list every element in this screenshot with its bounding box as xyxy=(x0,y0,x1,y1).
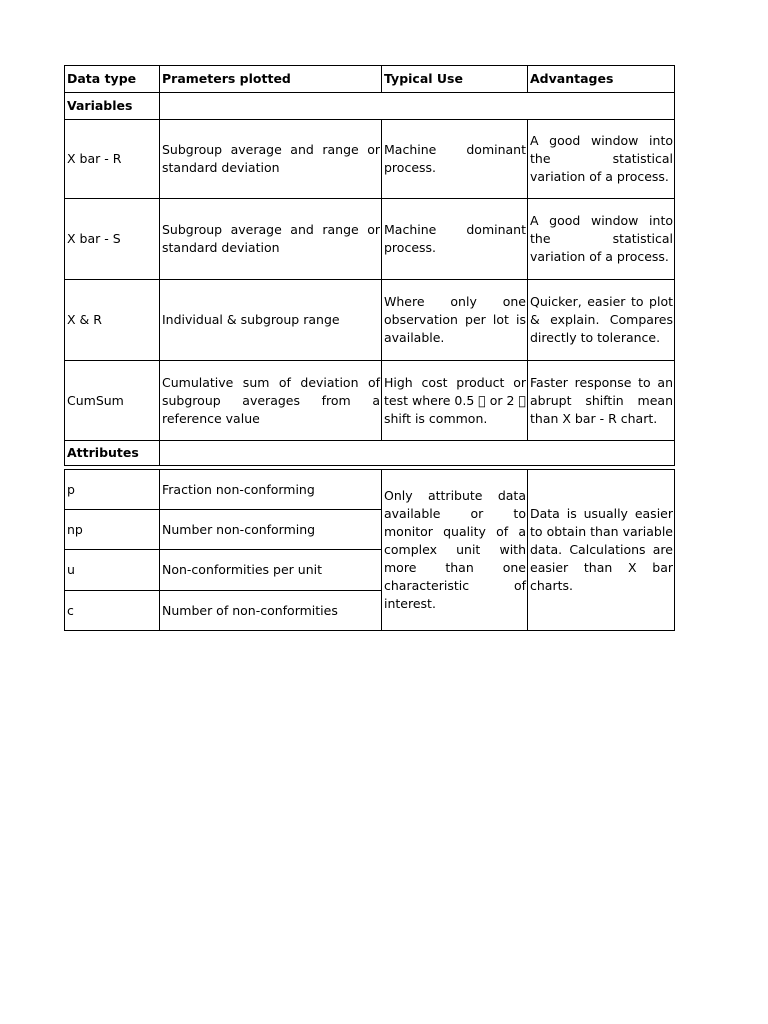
table-row xyxy=(65,361,675,441)
row-parameters: Subgroup average and range or standard deviation xyxy=(160,199,382,280)
row-parameters: Number non-conforming xyxy=(160,510,382,550)
row-data-type: X & R xyxy=(65,280,160,361)
attributes-advantages: Data is usually easier to obtain than variable data. Calculations are easier than X bar charts. xyxy=(528,470,675,631)
row-data-type: CumSum xyxy=(65,361,160,441)
row-advantages: Faster response to an abrupt shiftin mean than X bar - R chart. xyxy=(528,361,675,441)
header-typical-use: Typical Use xyxy=(382,66,528,93)
row-parameters: Non-conformities per unit xyxy=(160,550,382,591)
row-parameters: Subgroup average and range or standard deviation xyxy=(160,120,382,199)
section-row-variables xyxy=(65,93,675,120)
row-advantages: Quicker, easier to plot & explain. Compares directly to tolerance. xyxy=(528,280,675,361)
row-data-type: u xyxy=(65,550,160,591)
control-chart-table xyxy=(64,65,675,631)
row-advantages: A good window into the statistical variation of a process. xyxy=(528,199,675,280)
row-typical-use: Machine dominant process. xyxy=(382,120,528,199)
header-parameters: Prameters plotted xyxy=(160,66,382,93)
row-data-type: X bar - R xyxy=(65,120,160,199)
table-row xyxy=(65,280,675,361)
section-attributes-blank xyxy=(160,441,675,466)
table-row xyxy=(65,199,675,280)
section-attributes-label: Attributes xyxy=(65,441,160,466)
row-parameters: Cumulative sum of deviation of subgroup averages from a reference value xyxy=(160,361,382,441)
row-typical-use: High cost product or test where 0.5   or 2   shift is common. xyxy=(382,361,528,441)
row-parameters: Individual & subgroup range xyxy=(160,280,382,361)
row-parameters: Number of non-conformities xyxy=(160,591,382,631)
section-variables-label: Variables xyxy=(65,93,160,120)
section-variables-blank xyxy=(160,93,675,120)
row-parameters: Fraction non-conforming xyxy=(160,470,382,510)
section-row-attributes xyxy=(65,441,675,466)
table-row xyxy=(65,470,675,510)
row-advantages: A good window into the statistical variation of a process. xyxy=(528,120,675,199)
row-data-type: p xyxy=(65,470,160,510)
attributes-typical-use: Only attribute data available or to monitor quality of a complex unit with more than one characteristic of interest. xyxy=(382,470,528,631)
header-row xyxy=(65,66,675,93)
header-advantages: Advantages xyxy=(528,66,675,93)
table-row xyxy=(65,120,675,199)
header-data-type: Data type xyxy=(65,66,160,93)
row-typical-use: Machine dominant process. xyxy=(382,199,528,280)
row-typical-use: Where only one observation per lot is available. xyxy=(382,280,528,361)
row-data-type: np xyxy=(65,510,160,550)
row-data-type: X bar - S xyxy=(65,199,160,280)
row-data-type: c xyxy=(65,591,160,631)
